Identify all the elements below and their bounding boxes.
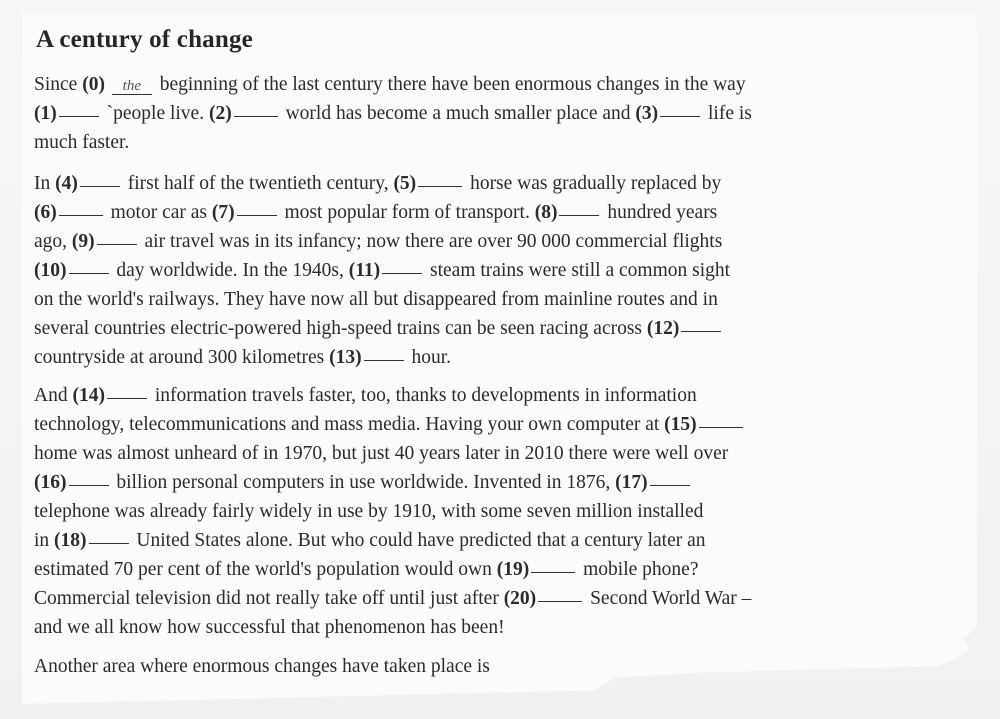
line-text: in [34, 530, 55, 551]
gap-blank[interactable] [382, 272, 422, 274]
gap-blank[interactable] [69, 484, 109, 486]
line-text: steam trains were still a common sight [425, 260, 731, 281]
gap-blank[interactable] [650, 484, 690, 486]
gap-number: (16) [34, 472, 67, 493]
line-text: `people live. [101, 103, 209, 124]
gap-blank[interactable] [699, 426, 743, 428]
text-line [34, 468, 954, 497]
gap-number: (19) [496, 559, 530, 580]
line-text: information travels faster, too, thanks to developments in information [149, 385, 697, 406]
text-line [34, 227, 954, 256]
text-line [34, 285, 954, 314]
text-line [34, 652, 954, 681]
paragraph-3 [34, 381, 954, 642]
gap-blank[interactable] [234, 115, 278, 117]
gap-blank[interactable] [531, 571, 575, 573]
gap-number: (5) [393, 173, 417, 194]
line-text: air travel was in its infancy; now there are over 90 000 commercial flights [139, 231, 723, 252]
line-text: technology, telecommunications and mass media. Having your own computer at [34, 414, 665, 435]
gap-number: (15) [664, 414, 697, 435]
gap-number: (9) [71, 231, 95, 252]
line-text: most popular form of transport. [279, 202, 535, 223]
line-text: telephone was already fairly widely in use by 1910, with some seven million installed [34, 501, 704, 522]
line-text: In [34, 173, 56, 194]
line-text: beginning of the last century there have been enormous changes in the way [154, 74, 746, 95]
example-answer: the [112, 78, 152, 95]
gap-number: (14) [72, 385, 105, 406]
gap-blank[interactable] [538, 600, 582, 602]
gap-number: (6) [34, 202, 57, 223]
text-line [34, 169, 954, 198]
gap-blank[interactable] [59, 214, 103, 216]
line-text: estimated 70 per cent of the world's population would own [34, 559, 497, 580]
gap-number: (13) [329, 347, 362, 368]
gap-number: (18) [54, 530, 87, 551]
text-line [34, 439, 954, 468]
text-line [34, 314, 954, 343]
gap-number: (20) [503, 588, 537, 609]
gap-blank[interactable] [237, 214, 277, 216]
gap-number: (3) [635, 103, 659, 124]
line-text: Since [34, 74, 83, 95]
line-text: United States alone. But who could have predicted that a century later an [131, 530, 706, 551]
line-text: ago, [34, 231, 72, 252]
line-text: home was almost unheard of in 1970, but just 40 years later in 2010 there were well over [34, 443, 729, 464]
paragraph-2 [34, 169, 954, 372]
gap-number: (8) [534, 202, 558, 223]
gap-blank[interactable] [107, 397, 147, 399]
line-text: first half of the twentieth century, [122, 173, 394, 194]
text-line [34, 613, 954, 642]
line-text: mobile phone? [578, 559, 699, 580]
text-line [34, 256, 954, 285]
line-text: horse was gradually replaced by [465, 173, 722, 194]
gap-blank[interactable] [418, 185, 462, 187]
gap-number: (10) [34, 260, 67, 281]
text-line [34, 584, 954, 613]
text-line [34, 555, 954, 584]
text-line [34, 343, 954, 372]
line-text: billion personal computers in use worldwide. Invented in 1876, [111, 472, 616, 493]
gap-blank[interactable] [69, 272, 109, 274]
line-text: hour. [406, 347, 452, 368]
gap-blank[interactable] [660, 115, 700, 117]
gap-number: (2) [208, 103, 232, 124]
gap-number: (11) [348, 260, 381, 281]
line-text: several countries electric-powered high-speed trains can be seen racing across [34, 318, 647, 339]
line-text: and we all know how successful that phenomenon has been! [34, 617, 505, 638]
line-text: hundred years [602, 202, 718, 223]
line-text: life is [703, 103, 752, 124]
text-line [34, 526, 954, 555]
line-text: world has become a much smaller place and [280, 103, 636, 124]
paragraph-4 [34, 652, 954, 681]
line-text: Second World War – [585, 588, 752, 609]
gap-number: (17) [615, 472, 648, 493]
gap-number: (1) [34, 103, 57, 124]
line-text: countryside at around 300 kilometres [34, 347, 330, 368]
text-line [34, 198, 954, 227]
gap-blank[interactable] [59, 115, 99, 117]
line-text: Another area where enormous changes have taken place is [34, 656, 490, 677]
line-text: much faster. [34, 132, 130, 153]
page-title: A century of change [36, 26, 253, 53]
paragraph-1 [34, 70, 954, 157]
gap-blank[interactable] [89, 542, 129, 544]
gap-number: (7) [211, 202, 235, 223]
text-line [34, 128, 954, 157]
gap-blank[interactable] [80, 185, 120, 187]
line-text: And [34, 385, 73, 406]
text-line [34, 70, 954, 99]
text-line [34, 99, 954, 128]
text-line [34, 410, 954, 439]
gap-number: (4) [55, 173, 78, 194]
gap-blank[interactable] [364, 359, 404, 361]
gap-number: (0) [82, 74, 105, 95]
text-line [34, 381, 954, 410]
line-text: on the world's railways. They have now all but disappeared from mainline routes and in [34, 289, 718, 310]
line-text: motor car as [105, 202, 212, 223]
line-text: Commercial television did not really take off until just after [34, 588, 504, 609]
gap-blank[interactable] [559, 214, 599, 216]
gap-number: (12) [646, 318, 680, 339]
gap-blank[interactable] [97, 243, 137, 245]
line-text: day worldwide. In the 1940s, [111, 260, 349, 281]
text-line [34, 497, 954, 526]
gap-blank[interactable] [681, 330, 721, 332]
